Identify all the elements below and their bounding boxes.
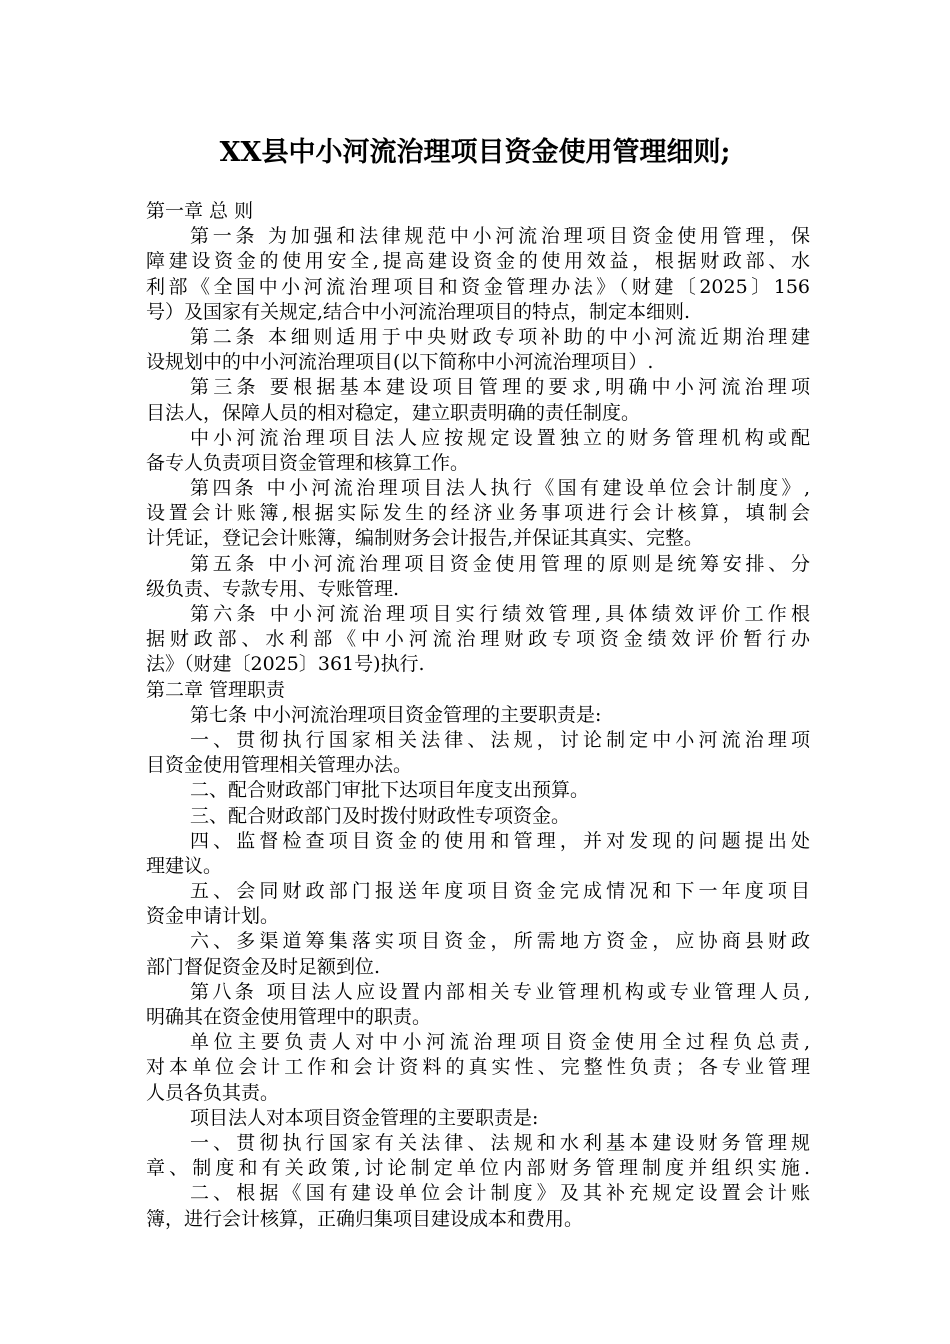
article-line: 簿，进行会计核算，正确归集项目建设成本和费用。 [146,1207,584,1230]
article-line: 第八条 项目法人应设置内部相关专业管理机构或专业管理人员, [190,980,810,1003]
article-line: 设规划中的中小河流治理项目(以下简称中小河流治理项目）. [146,351,654,374]
article-line: 第一条 为加强和法律规范中小河流治理项目资金使用管理，保 [190,225,810,248]
article-line: 四、监督检查项目资金的使用和管理，并对发现的问题提出处 [190,829,810,852]
chapter-heading: 第二章 管理职责 [146,678,286,701]
article-line: 二、配合财政部门审批下达项目年度支出预算。 [190,779,590,802]
article-line: 第七条 中小河流治理项目资金管理的主要职责是: [190,703,602,726]
article-line: 五、会同财政部门报送年度项目资金完成情况和下一年度项目 [190,880,810,903]
article-line: 三、配合财政部门及时拨付财政性专项资金。 [190,804,571,827]
article-line: 号）及国家有关规定,结合中小河流治理项目的特点，制定本细则. [146,300,691,323]
article-line: 人员各负其责。 [146,1081,280,1104]
article-line: 一、贯彻执行国家有关法律、法规和水利基本建设财务管理规 [190,1131,810,1154]
article-line: 目法人，保障人员的相对稳定，建立职责明确的责任制度。 [146,401,641,424]
article-line: 理建议。 [146,854,223,877]
document-body [146,199,810,1232]
article-line: 备专人负责项目资金管理和核算工作。 [146,451,470,474]
article-line: 障建设资金的使用安全,提高建设资金的使用效益，根据财政部、水 [146,250,810,273]
article-line: 利部《全国中小河流治理项目和资金管理办法》（财建〔2025〕156 [146,275,810,298]
article-line: 中小河流治理项目法人应按规定设置独立的财务管理机构或配 [190,426,810,449]
article-line: 六、多渠道筹集落实项目资金，所需地方资金，应协商县财政 [190,930,810,953]
article-line: 第四条 中小河流治理项目法人执行《国有建设单位会计制度》, [190,477,810,500]
article-line: 据财政部、水利部《中小河流治理财政专项资金绩效评价暂行办 [146,628,810,651]
article-line: 部门督促资金及时足额到位. [146,955,381,978]
article-line: 级负责、专款专用、专账管理. [146,577,400,600]
article-line: 章、制度和有关政策,讨论制定单位内部财务管理制度并组织实施. [146,1157,810,1180]
article-line: 计凭证，登记会计账簿，编制财务会计报告,并保证其真实、完整。 [146,527,704,550]
article-line: 第五条 中小河流治理项目资金使用管理的原则是统筹安排、分 [190,552,810,575]
article-line: 第三条 要根据基本建设项目管理的要求,明确中小河流治理项 [190,376,810,399]
article-line: 第二条 本细则适用于中央财政专项补助的中小河流近期治理建 [190,325,810,348]
article-line: 目资金使用管理相关管理办法。 [146,754,413,777]
article-line: 一、贯彻执行国家相关法律、法规，讨论制定中小河流治理项 [190,728,810,751]
chapter-heading: 第一章 总 则 [146,200,254,222]
article-line: 明确其在资金使用管理中的职责。 [146,1006,432,1028]
article-line: 项目法人对本项目资金管理的主要职责是: [190,1106,539,1129]
article-line: 法》（财建〔2025〕361号)执行. [146,653,425,676]
article-line: 第六条 中小河流治理项目实行绩效管理,具体绩效评价工作根 [190,603,810,625]
article-line: 对本单位会计工作和会计资料的真实性、完整性负责；各专业管理 [146,1056,810,1079]
article-line: 设置会计账簿,根据实际发生的经济业务事项进行会计核算，填制会 [146,502,810,525]
article-line: 二、根据《国有建设单位会计制度》及其补充规定设置会计账 [190,1182,810,1205]
article-line: 资金申请计划。 [146,905,280,928]
document-title: XX县中小河流治理项目资金使用管理细则; [219,137,731,168]
article-line: 单位主要负责人对中小河流治理项目资金使用全过程负总责, [190,1031,810,1054]
